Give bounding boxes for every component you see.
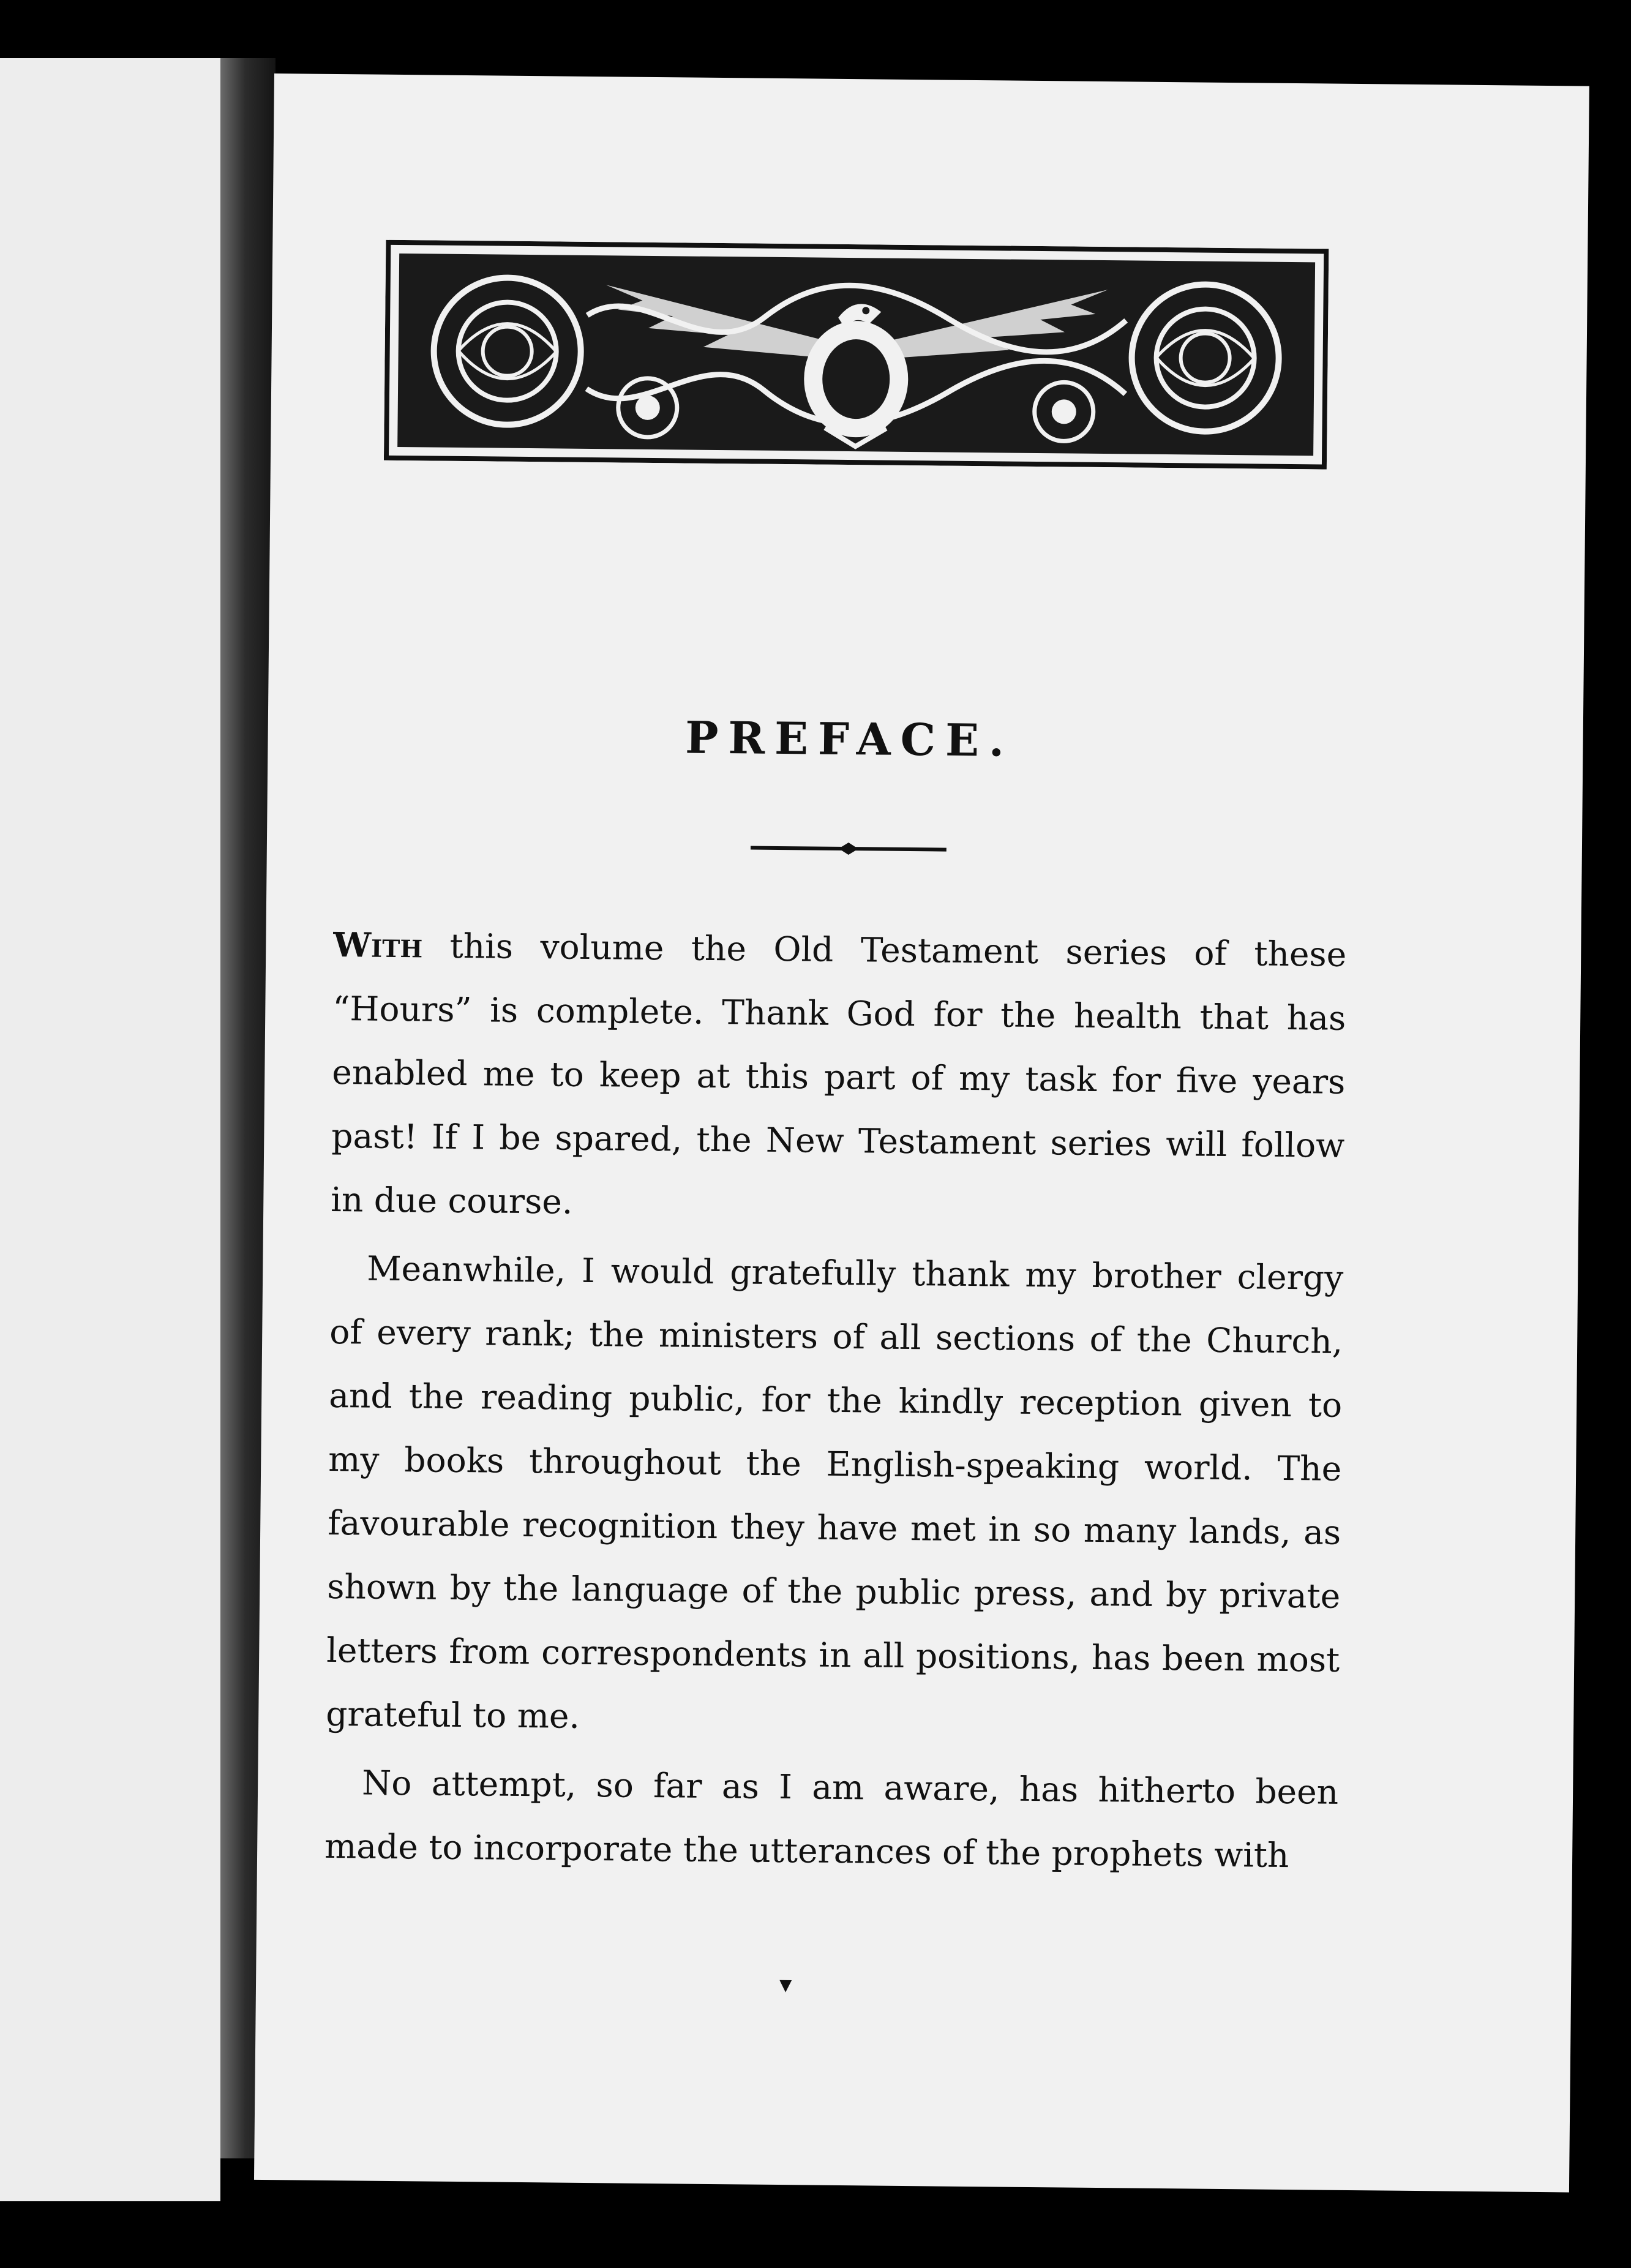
preface-body <box>324 913 1347 1888</box>
paragraph-text: this volume the Old Testament series of these “Hours” is complete. Thank God for the health that has enabled me to keep at this part of my task for five years past! If I be spared, the New Testament series will follow in due course. <box>331 926 1347 1222</box>
facing-page-edge <box>0 58 220 2201</box>
diamond-rule-ornament-icon <box>751 841 947 857</box>
drop-word: With <box>333 924 423 966</box>
page-title: PREFACE. <box>684 711 1014 767</box>
catchword-mark: ▾ <box>779 1970 792 1999</box>
paragraph-text: No attempt, so far as I am aware, has hitherto been made to incorporate the utterances of the prophets with <box>324 1763 1339 1876</box>
paragraph-1 <box>331 913 1347 1241</box>
paragraph-text: Meanwhile, I would gratefully thank my brother clergy of every rank; the ministers of all sections of the Church, and the reading public, for the kindly reception given to my books throughout the English-speaking world. The favourable recognition they have met in so many lands, as shown by the language of the public press, and by private letters from correspondents in all positions, has been most grateful to me. <box>325 1249 1344 1736</box>
paragraph-3 <box>324 1751 1339 1888</box>
paragraph-2 <box>326 1236 1344 1755</box>
eagle-headpiece-ornament-icon <box>384 240 1329 470</box>
book-page <box>254 73 1589 2192</box>
